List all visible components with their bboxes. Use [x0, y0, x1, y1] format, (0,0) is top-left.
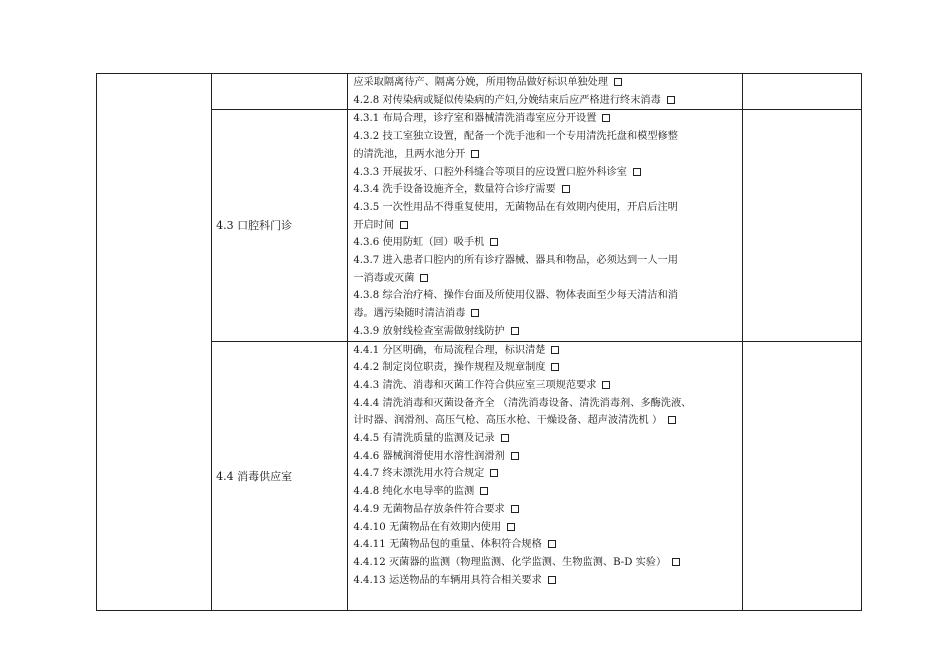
criteria-text: 4.4.11 无菌物品包的重量、体积符合规格 [353, 539, 542, 551]
criteria-line [353, 181, 738, 199]
criteria-text: 4.4.6 器械润滑使用水溶性润滑剂 [353, 450, 505, 462]
criteria-text: 一消毒或灭菌 [353, 272, 415, 284]
checkbox[interactable] [668, 416, 676, 424]
criteria-cell [348, 74, 743, 110]
criteria-text: 4.3.2 技工室独立设置，配备一个洗手池和一个专用清洗托盘和模型修整 [353, 131, 678, 143]
criteria-cell [348, 341, 743, 610]
criteria-text: 4.4.1 分区明确，布局流程合理，标识清楚 [353, 344, 546, 356]
criteria-line [353, 217, 738, 235]
checkbox[interactable] [511, 452, 519, 460]
score-cell [742, 341, 861, 610]
criteria-line [353, 536, 738, 554]
checkbox[interactable] [420, 274, 428, 282]
criteria-text: 4.3.7 进入患者口腔内的所有诊疗器械、器具和物品，必须达到一人一用 [353, 255, 678, 267]
checkbox[interactable] [672, 558, 680, 566]
criteria-line [353, 483, 738, 501]
criteria-text: 应采取隔离待产、隔离分娩，所用物品做好标识单独处理 [353, 77, 608, 88]
checkbox[interactable] [548, 576, 556, 584]
criteria-line [353, 395, 738, 413]
checkbox[interactable] [471, 309, 479, 317]
category-cell [97, 74, 212, 611]
checkbox[interactable] [667, 96, 675, 104]
criteria-line [353, 270, 738, 288]
section-label [212, 74, 348, 110]
criteria-text: 4.3.3 开展拔牙、口腔外科缝合等项目的应设置口腔外科诊室 [353, 166, 627, 178]
checkbox[interactable] [501, 434, 509, 442]
criteria-text: 4.2.8 对传染病或疑似传染病的产妇,分娩结束后应严格进行终末消毒 [353, 94, 661, 106]
criteria-line [353, 74, 738, 92]
checkbox[interactable] [548, 540, 556, 548]
criteria-line [353, 128, 738, 146]
table-row [97, 110, 862, 341]
criteria-line [353, 430, 738, 448]
criteria-text: 4.3.9 放射线检查室需做射线防护 [353, 325, 505, 337]
criteria-line [353, 252, 738, 270]
criteria-line [353, 342, 738, 360]
criteria-text: 4.4.12 灭菌器的监测（物理监测、化学监测、生物监测、B-D 实验） [353, 556, 667, 568]
criteria-line [353, 323, 738, 341]
checkbox[interactable] [511, 327, 519, 335]
checkbox[interactable] [480, 487, 488, 495]
checkbox[interactable] [602, 381, 610, 389]
criteria-text: 4.4.8 纯化水电导率的监测 [353, 486, 475, 498]
criteria-text: 4.4.3 清洗、消毒和灭菌工作符合供应室三项规范要求 [353, 379, 597, 391]
checkbox[interactable] [562, 185, 570, 193]
criteria-line [353, 377, 738, 395]
criteria-text: 4.4.7 终末漂洗用水符合规定 [353, 468, 485, 480]
checkbox[interactable] [490, 469, 498, 477]
criteria-line [353, 110, 738, 128]
criteria-text: 4.4.9 无菌物品存放条件符合要求 [353, 503, 505, 515]
criteria-line [353, 412, 738, 430]
criteria-text: 的清洗池，且两水池分开 [353, 148, 466, 160]
criteria-line [353, 448, 738, 466]
table-row [97, 74, 862, 110]
criteria-text: 4.4.13 运送物品的车辆用具符合相关要求 [353, 574, 542, 586]
criteria-line [353, 465, 738, 483]
criteria-line [353, 501, 738, 519]
checkbox[interactable] [471, 150, 479, 158]
criteria-text: 4.4.2 制定岗位职责，操作规程及规章制度 [353, 362, 546, 374]
criteria-text: 4.4.5 有清洗质量的监测及记录 [353, 433, 495, 445]
criteria-line [353, 92, 738, 110]
criteria-line [353, 234, 738, 252]
checkbox[interactable] [400, 221, 408, 229]
criteria-text: 计时器、润滑剂、高压气枪、高压水枪、干燥设备、超声波清洗机 ） [353, 415, 663, 427]
criteria-text: 4.3.1 布局合理，诊疗室和器械清洗消毒室应分开设置 [353, 113, 597, 125]
criteria-line [353, 287, 738, 305]
checkbox[interactable] [551, 346, 559, 354]
criteria-line [353, 519, 738, 537]
checkbox[interactable] [507, 523, 515, 531]
criteria-text: 4.3.6 使用防虹（回）吸手机 [353, 237, 485, 249]
criteria-line [353, 146, 738, 164]
criteria-text: 4.4.4 清洗消毒和灭菌设备齐全 （清洗消毒设备、清洗消毒剂、多酶洗液、 [353, 397, 692, 409]
table-row [97, 341, 862, 610]
criteria-line [353, 199, 738, 217]
section-label: 4.3 口腔科门诊 [212, 110, 348, 341]
checkbox[interactable] [490, 238, 498, 246]
criteria-text: 开启时间 [353, 219, 395, 231]
score-cell [742, 110, 861, 341]
criteria-text: 4.3.4 洗手设备设施齐全，数量符合诊疗需要 [353, 184, 556, 196]
score-cell [742, 74, 861, 110]
criteria-line [353, 554, 738, 572]
criteria-line [353, 572, 738, 590]
checkbox[interactable] [602, 114, 610, 122]
criteria-cell [348, 110, 743, 341]
criteria-text: 4.3.8 综合治疗椅、操作台面及所使用仪器、物体表面至少每天清洁和消 [353, 290, 678, 302]
section-label: 4.4 消毒供应室 [212, 341, 348, 610]
inspection-table [96, 73, 862, 611]
criteria-text: 4.4.10 无菌物品在有效期内使用 [353, 521, 502, 533]
criteria-line [353, 359, 738, 377]
checkbox[interactable] [551, 363, 559, 371]
criteria-line [353, 164, 738, 182]
checkbox[interactable] [614, 78, 622, 86]
criteria-text: 4.3.5 一次性用品不得重复使用，无菌物品在有效期内使用，开启后注明 [353, 201, 678, 213]
checkbox[interactable] [511, 505, 519, 513]
criteria-text: 毒。遇污染随时清洁消毒 [353, 308, 466, 320]
checkbox[interactable] [633, 168, 641, 176]
criteria-line [353, 305, 738, 323]
